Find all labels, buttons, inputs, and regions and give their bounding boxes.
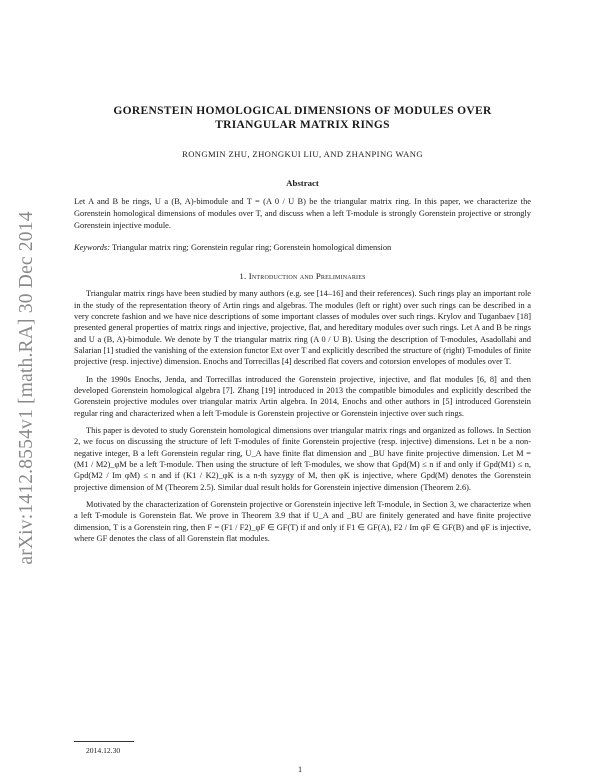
paper-title-line-1: GORENSTEIN HOMOLOGICAL DIMENSIONS OF MODULES OVER xyxy=(113,105,492,117)
arxiv-identifier: arXiv:1412.8554v1 [math.RA] 30 Dec 2014 xyxy=(16,211,37,565)
footnote-divider xyxy=(74,741,134,742)
paper-page xyxy=(74,104,531,551)
page-number: 1 xyxy=(297,765,303,774)
section-body xyxy=(74,288,531,544)
abstract-heading: Abstract xyxy=(286,178,319,188)
paper-title xyxy=(74,104,531,132)
keywords-text: Triangular matrix ring; Gorenstein regular ring; Gorenstein homological dimension xyxy=(111,243,392,253)
section-heading: 1. Introduction and Preliminaries xyxy=(239,271,366,282)
footnote-date: 2014.12.30 xyxy=(86,746,121,755)
keywords xyxy=(74,242,531,254)
abstract-text: Let A and B be rings, U a (B, A)-bimodule and T = (A 0 / U B) be the triangular matrix ring. In this paper, we characterize the Gorenstein homological dimensions of modules over T, and discuss when a left T-module is strongly Gorenstein projective or strongly Gorenstein injective module. xyxy=(74,197,531,231)
paragraph: In the 1990s Enochs, Jenda, and Torrecillas introduced the Gorenstein projective, injective, and flat modules [6, 8] and then developed Gorenstein homological algebra [7]. Zhang [19] introduced in 2013 the compatible bimodules and explicitly described the Gorenstein projective modules over triangular matrix Artin algebra. In 2014, Enochs and other authors in [5] introduced Gorenstein regular ring and characterized when a left T-module is Gorenstein projective or Gorenstein injective over such rings. xyxy=(74,374,531,418)
paragraph: Motivated by the characterization of Gorenstein projective or Gorenstein injective left T-module, in Section 3, we characterize when a left T-module is Gorenstein flat. We prove in Theorem 3.9 that if U_A and _BU are finitely generated and have finite projective dimension, T is a Gorenstein ring, then F = (F1 / F2)_φF ∈ GF(T) if and only if F1 ∈ GF(A), F2 / Im φF ∈ GF(B) and φF is injective, where GF denotes the class of all Gorenstein flat modules. xyxy=(74,500,531,544)
paper-authors: RONGMIN ZHU, ZHONGKUI LIU, AND ZHANPING WANG xyxy=(182,149,423,159)
keywords-label: Keywords: xyxy=(74,243,110,253)
paper-title-line-2: TRIANGULAR MATRIX RINGS xyxy=(215,119,390,131)
arxiv-identifier-stamp xyxy=(12,178,42,598)
paragraph: Triangular matrix rings have been studied by many authors (e.g. see [14–16] and their references). Such rings play an important role in the study of the representation theory of Artin rings and algebras. The modules (left or right) over such rings can be described in a very concrete fashion and we have nice descriptions of some important classes of modules over such rings. Krylov and Tuganbaev [18] presented general properties of matrix rings and injective, projective, flat, and hereditary modules over such rings. Let A and B be rings and U a (B, A)-bimodule. We denote by T the triangular matrix ring (A 0 / U B). Using the description of T-modules, Asadollahi and Salarian [1] studied the vanishing of the extension functor Ext over T and explicitly described the structure of (right) T-modules of finite projective (resp. injective) dimension. Enochs and Torrecillas [4] described flat covers and cotorsion envelopes of modules over T. xyxy=(74,289,531,367)
paragraph: This paper is devoted to study Gorenstein homological dimensions over triangular matrix rings and organized as follows. In Section 2, we focus on discussing the structure of left T-modules of finite Gorenstein projective (resp. injective) dimensions. Let n be a non-negative integer, B a left Gorenstein regular ring, U_A have finite flat dimension and _BU have finite projective dimension. Let M = (M1 / M2)_φM be a left T-module. Then using the structure of left T-modules, we show that Gpd(M) ≤ n if and only if Gpd(M1) ≤ n, Gpd(M2 / Im φM) ≤ n and if (K1 / K2)_φK is a n-th syzygy of M, then φK is injective, where Gpd(M) denotes the Gorenstein projective dimension of M (Theorem 2.5). Similar dual result holds for Gorenstein injective dimension (Theorem 2.6). xyxy=(74,426,531,492)
